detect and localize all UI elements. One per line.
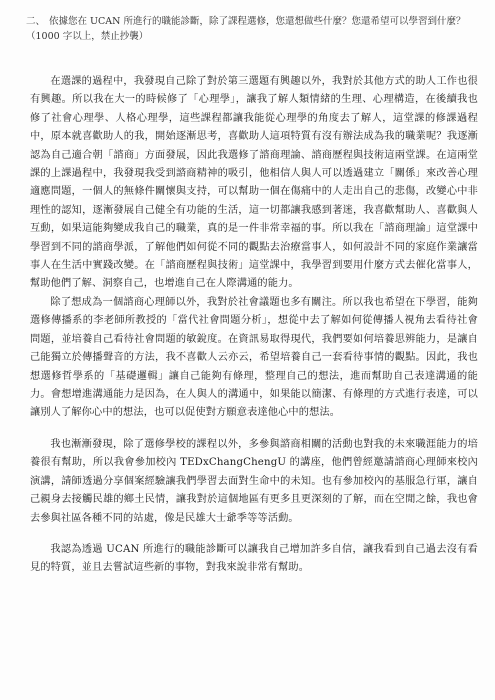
answer-paragraph-1: 在選課的過程中，我發現自己除了對於第三選題有興趣以外，我對於其他方式的助人工作也很有興趣。所以我在大一的時候修了「心理學」，讓我了解人類情緒的生理、心理構造，在後續我也修了社會心理學、人格心理學，這些課程都讓我能從心理學的角度去了解人，這堂課的修課過程中，原本就喜歡助人的我，開始逐漸思考，喜歡助人這項特質有沒有辦法成為我的職業呢？我逐漸認為自己適合朝「諮商」方面發展，因此我選修了諮商理論、諮商歷程與技術這兩堂課。在這兩堂課的上課過程中，我發現我受到諮商精神的吸引，他相信人與人可以透過建立「關係」來改善心理適應問題，一個人的無條件關懷與支持，可以幫助一個在傷痛中的人走出自己的悲傷，改變心中非理性的認知，逐漸發展自己健全有功能的生活，這一切都讓我感到著迷，我喜歡幫助人、喜歡與人互動，如果這能夠變成我自己的職業，真的是一件非常幸福的事。所以我在「諮商理論」這堂課中學習到不同的諮商學派，了解他們如何從不同的觀點去治療當事人，如何設計不同的家庭作業讓當事人在生活中實踐改變。在「諮商歷程與技術」這堂課中，我學習到要用什麼方式去催化當事人，幫助他們了解、洞察自己，也增進自己在人際溝通的能力。 (30, 76, 478, 290)
answer-paragraph-3: 我也漸漸發現，除了選修學校的課程以外，多參與諮商相關的活動也對我的未來職涯能力的培養很有幫助，所以我會參加校內 TEDxChangChengU 的講座，他們曾經邀請諮商心理師來校內演講，請師透過分享個案經驗讓我們學習去面對生命中的未知。也有參加校內的基服急行軍，讓自己親身去接觸民雄的鄉土民情，讓我對於這個地區有更多且更深刻的了解，而在空閒之餘，我也會去參與社區各種不同的站處，像是民雄大士爺季等等活動。 (30, 439, 478, 524)
answer-paragraph-2: 除了想成為一個諮商心理師以外，我對於社會議題也多有關注。所以我也希望在下學習，能夠選修傳播系的李老師所教授的「當代社會問題分析」，想從中去了解如何從傳播人視角去看待社會問題，並培養自己看待社會問題的敏銳度。在資訊易取得現代，我們要如何培養思辨能力，是讓自己能獨立於傳播聲音的方法，我不喜歡人云亦云，希望培養自己一套看待事情的觀點。因此，我也想選修哲學系的「基礎邏輯」讓自己能夠有條理，整理自己的想法，進而幫助自己表達溝通的能力。會想增進溝通能力是因為，在人與人的溝通中，如果能以簡潔、有條理的方式進行表達，可以讓別人了解你心中的想法，也可以促使對方願意表達他心中的想法。 (30, 297, 478, 419)
question-number: 二、 (26, 16, 46, 27)
question-text: 依據您在 UCAN 所進行的職能診斷，除了課程選修，您還想做些什麼？您還希望可以學習到什麼？（1000 字以上，禁止抄襲） (26, 16, 466, 42)
answer-paragraph-4: 我認為透過 UCAN 所進行的職能診斷可以讓我自己增加許多自信，讓我看到自己過去沒有看見的特質，並且去嘗試這些新的事物，對我來說非常有幫助。 (30, 544, 478, 574)
question-prompt (26, 14, 481, 44)
